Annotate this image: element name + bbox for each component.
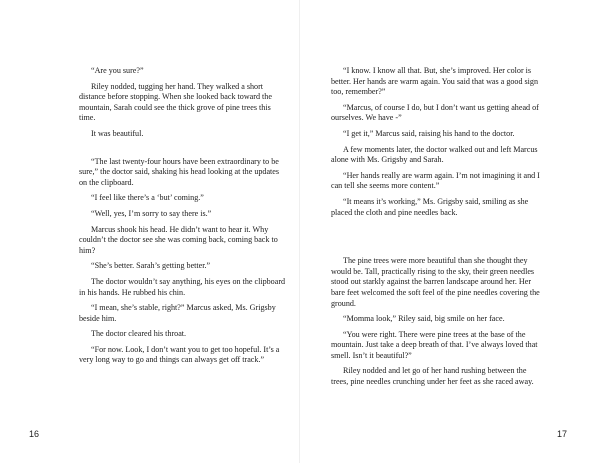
paragraph: It was beautiful. (91, 128, 144, 138)
paragraph: “It means it’s working,” Ms. Grigsby said, smiling as she placed the cloth and pine needles back. (331, 196, 529, 217)
paragraph: “I get it,” Marcus said, raising his hand to the doctor. (343, 128, 515, 138)
left-page-text (79, 66, 289, 371)
paragraph: A few moments later, the doctor walked out and left Marcus alone with Ms. Grigsby and Sarah. (331, 144, 538, 165)
paragraph: “Well, yes, I’m sorry to say there is.” (91, 208, 212, 218)
paragraph: “For now. Look, I don’t want you to get too hopeful. It’s a very long way to go and things can always get off track.” (79, 344, 280, 365)
paragraph: “The last twenty-four hours have been extraordinary to be sure,” the doctor said, shaking his head looking at the updates on the clipboard. (79, 156, 280, 187)
paragraph: “I mean, she’s stable, right?” Marcus asked, Ms. Grigsby beside him. (79, 303, 276, 323)
paragraph: “Her hands really are warm again. I’m not imagining it and I can tell she seems more content.” (331, 170, 540, 191)
paragraph: “You were right. There were pine trees at the base of the mountain. Just take a deep breath of that. I’ve always loved that smell. Isn’t it beautiful?” (331, 329, 538, 360)
paragraph: Riley nodded and let go of her hand rushing between the trees, pine needles crunching under her feet as she raced away. (331, 366, 534, 387)
paragraph: “She’s better. Sarah’s getting better.” (91, 261, 211, 271)
paragraph: Marcus shook his head. He didn’t want to hear it. Why couldn’t the doctor see she was coming back, coming back to him? (79, 224, 278, 255)
page-number-right: 17 (557, 429, 568, 439)
paragraph: The pine trees were more beautiful than she thought they would be. Tall, practically rising to the sky, their green needles stood out starkly against the barren landscape around her. Her bare feet welcomed the soft feel of the pine needles covering the ground. (331, 256, 540, 308)
paragraph: Riley nodded, tugging her hand. They walked a short distance before stopping. When she looked back toward the mountain, Sarah could see the thick grove of pine trees this time. (79, 81, 272, 123)
paragraph: “I know. I know all that. But, she’s improved. Her color is better. Her hands are warm again. You said that was a good sign too, remember?” (331, 66, 539, 97)
paragraph: The doctor cleared his throat. (91, 329, 187, 339)
page-number-left: 16 (29, 429, 40, 439)
paragraph: “Are you sure?” (91, 66, 144, 75)
paragraph: “Marcus, of course I do, but I don’t want us getting ahead of ourselves. We have -” (331, 102, 539, 123)
right-page-text (331, 66, 541, 393)
paragraph: “Momma look,” Riley said, big smile on her face. (343, 314, 505, 324)
page-gutter (299, 0, 300, 463)
paragraph: The doctor wouldn’t say anything, his eyes on the clipboard in his hands. He rubbed his chin. (79, 276, 286, 297)
paragraph: “I feel like there’s a ‘but’ coming.” (91, 193, 204, 203)
